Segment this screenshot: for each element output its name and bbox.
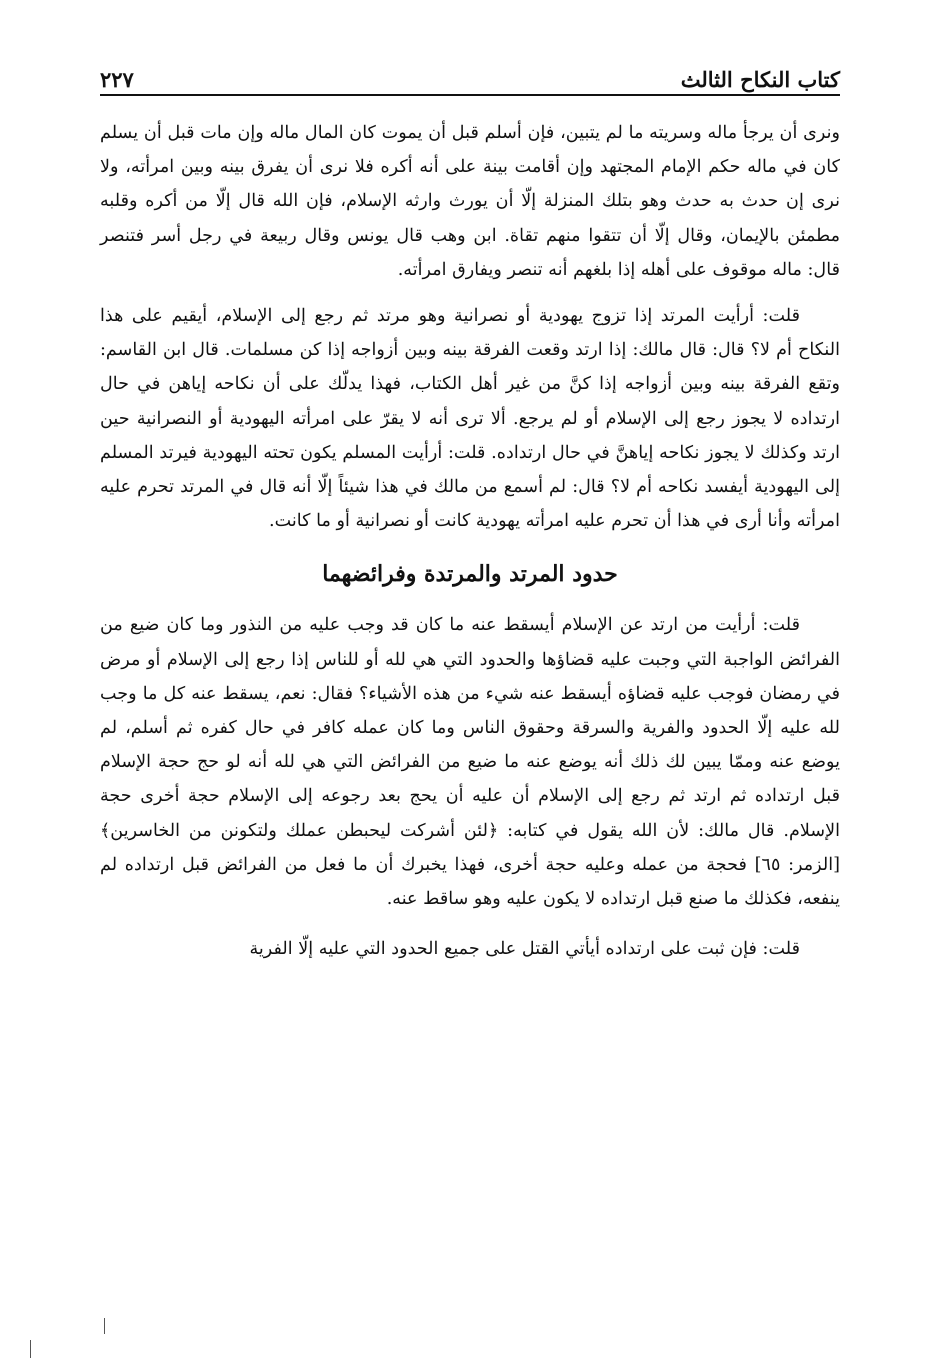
paragraph-3: قلت: أرأيت من ارتد عن الإسلام أيسقط عنه ما كان قد وجب عليه من النذور وما كان ضيع من الفرائض الواجبة التي وجبت عليه قضاؤها والحدود التي هي لله أو للناس إذا رجع إلى الإسلام أو مرض في رمضان فوجب عليه قضاؤه أيسقط عنه شيء من هذه الأشياء؟ فقال: نعم، يسقط عنه كل ما وجب لله عليه إلّا الحدود والفرية والسرقة وحقوق الناس وما كان عمله كافر في حال كفره ثم أسلم، لم يوضع عنه وممّا يبين لك ذلك أنه يوضع عنه ما ضيع من الفرائض التي هي لله أنه لو حج حجة الإسلام قبل ارتداده ثم ارتد ثم رجع إلى الإسلام أن عليه أن يحج بعد رجوعه إلى الإسلام حجة أخرى حجة الإسلام. قال مالك: لأن الله يقول في كتابه: ﴿لئن أشركت ليحبطن عملك ولتكونن من الخاسرين﴾ [الزمر: ٦٥] فحجة من عمله وعليه حجة أخرى، فهذا يخبرك أن ما فعل من الفرائض قبل ارتداده لم ينفعه، فكذلك ما صنع قبل ارتداده لا يكون عليه وهو ساقط عنه. — [100, 615, 840, 910]
paragraph-1: ونرى أن يرجأ ماله وسريته ما لم يتبين، فإن أسلم قبل أن يموت كان المال ماله وإن مات قبل أن يسلم كان في ماله حكم الإمام المجتهد وإن أقامت بينة على أنه أكره فلا نرى أن يفرق بينه وبين امرأته، ولا نرى إن حدث به حدث وهو بتلك المنزلة إلّا أن يورث وارثه الإسلام، فإن الله قال إلّا من أكره وقلبه مطمئن بالإيمان، وقال إلّا أن تتقوا منهم تقاة. ابن وهب قال يونس وقال ربيعة في رجل أسر فتنصر قال: ماله موقوف على أهله إذا بلغهم أنه تنصر ويفارق امرأته. — [100, 123, 840, 280]
header-divider — [100, 94, 840, 96]
running-header — [100, 56, 840, 92]
section-heading: حدود المرتد والمرتدة وفرائضهما — [322, 561, 618, 588]
scan-mark — [30, 1340, 31, 1358]
paragraph-4: قلت: فإن ثبت على ارتداده أيأتي القتل على جميع الحدود التي عليه إلّا الفرية — [249, 939, 800, 960]
scan-mark — [104, 1318, 105, 1334]
chapter-title: كتاب النكاح الثالث — [680, 67, 840, 92]
paragraph-2: قلت: أرأيت المرتد إذا تزوج يهودية أو نصرانية وهو مرتد ثم رجع إلى الإسلام، أيقيم على هذا النكاح أم لا؟ قال: قال مالك: إذا ارتد وقعت الفرقة بينه وبين أزواجه إذا كن مسلمات. قال ابن القاسم: وتقع الفرقة بينه وبين أزواجه إذا كنَّ من غير أهل الكتاب، فهذا يدلّك على أن نكاحه إياهن في حال ارتداده لا يجوز رجع إلى الإسلام أو لم يرجع. ألا ترى أنه لا يقرّ على امرأته اليهودية أو النصرانية حين ارتد وكذلك لا يجوز نكاحه إياهنَّ في حال ارتداده. قلت: أرأيت المسلم يكون تحته اليهودية فيرتد المسلم إلى اليهودية أيفسد نكاحه أم لا؟ قال: لم أسمع من مالك في هذا شيئاً إلّا أنه قال في المرتد تحرم عليه امرأته وأنا أرى في هذا أن تحرم عليه امرأته يهودية كانت أو نصرانية أو ما كانت. — [100, 306, 840, 532]
page-number: ٢٢٧ — [100, 67, 134, 92]
page-body — [100, 116, 840, 966]
